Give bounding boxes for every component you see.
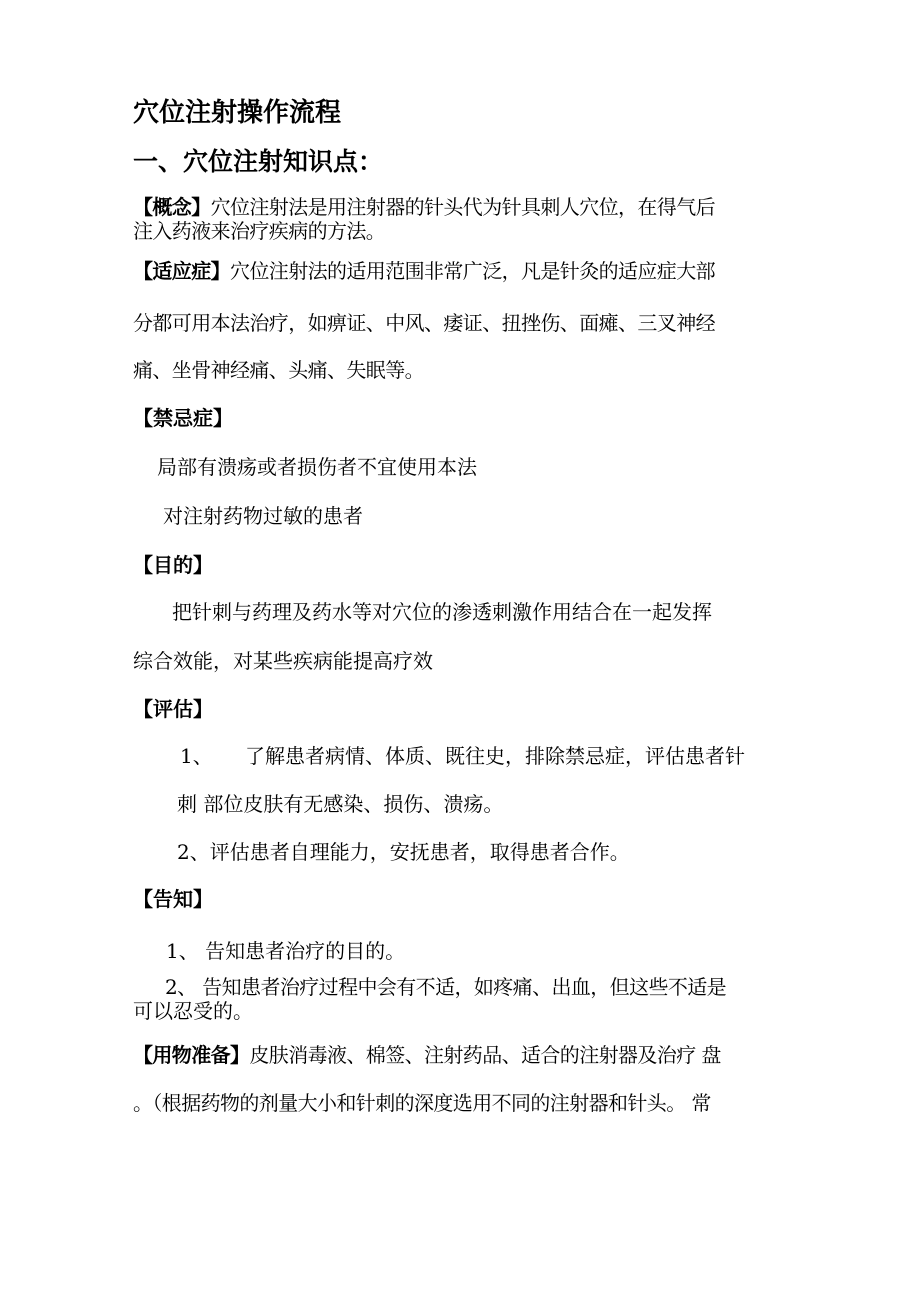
notification-item: 2、 告知患者治疗过程中会有不适，如疼痛、出血，但这些不适是 [165,975,727,999]
assessment-item-number: 1、 [180,744,213,768]
section-heading: 一、穴位注射知识点： [133,147,384,176]
document-title: 穴位注射操作流程 [133,98,342,128]
indications-text-line: 痛、坐骨神经痛、头痛、失眠等。 [133,358,424,382]
assessment-item-text: 了解患者病情、体质、既往史，排除禁忌症，评估患者针 [245,744,745,768]
supplies-text-line: 。（根据药物的剂量大小和针刺的深度选用不同的注射器和针头。 常 [133,1091,711,1115]
notification-item: 1、 告知患者治疗的目的。 [166,939,406,963]
concept-text: 穴位注射法是用注射器的针头代为针具刺人穴位，在得气后 [210,195,716,219]
supplies-label: 【用物准备】 [133,1043,250,1067]
assessment-item-text: 刺 部位皮肤有无感染、损伤、溃疡。 [177,792,504,816]
purpose-label: 【目的】 [133,553,213,577]
contraindication-item: 对注射药物过敏的患者 [163,504,363,528]
assessment-label: 【评估】 [133,697,213,721]
purpose-text-line: 把针刺与药理及药水等对穴位的渗透刺激作用结合在一起发挥 [172,600,712,624]
indications-text: 穴位注射法的适用范围非常广泛，凡是针灸的适应症大部 [230,259,715,283]
indications-text-line: 分都可用本法治疗，如痹证、中风、痿证、扭挫伤、面瘫、三叉神经 [133,311,715,335]
supplies-text: 皮肤消毒液、棉签、注射药品、适合的注射器及治疗 盘 [249,1043,721,1067]
contraindications-label: 【禁忌症】 [133,406,233,430]
contraindication-item: 局部有溃疡或者损伤者不宜使用本法 [157,455,477,479]
supplies-paragraph-line [133,1043,721,1067]
notification-item-continued: 可以忍受的。 [133,999,253,1023]
concept-paragraph-line [133,195,715,219]
assessment-item: 2、评估患者自理能力，安抚患者，取得患者合作。 [177,840,630,864]
indications-label: 【适应症】 [133,259,230,283]
purpose-text-line: 综合效能，对某些疾病能提高疗效 [133,649,433,673]
concept-label: 【概念】 [133,195,211,219]
indications-paragraph-line [133,259,715,283]
concept-text-line: 注入药液来治疗疾病的方法。 [133,219,386,243]
notification-label: 【告知】 [133,887,213,911]
